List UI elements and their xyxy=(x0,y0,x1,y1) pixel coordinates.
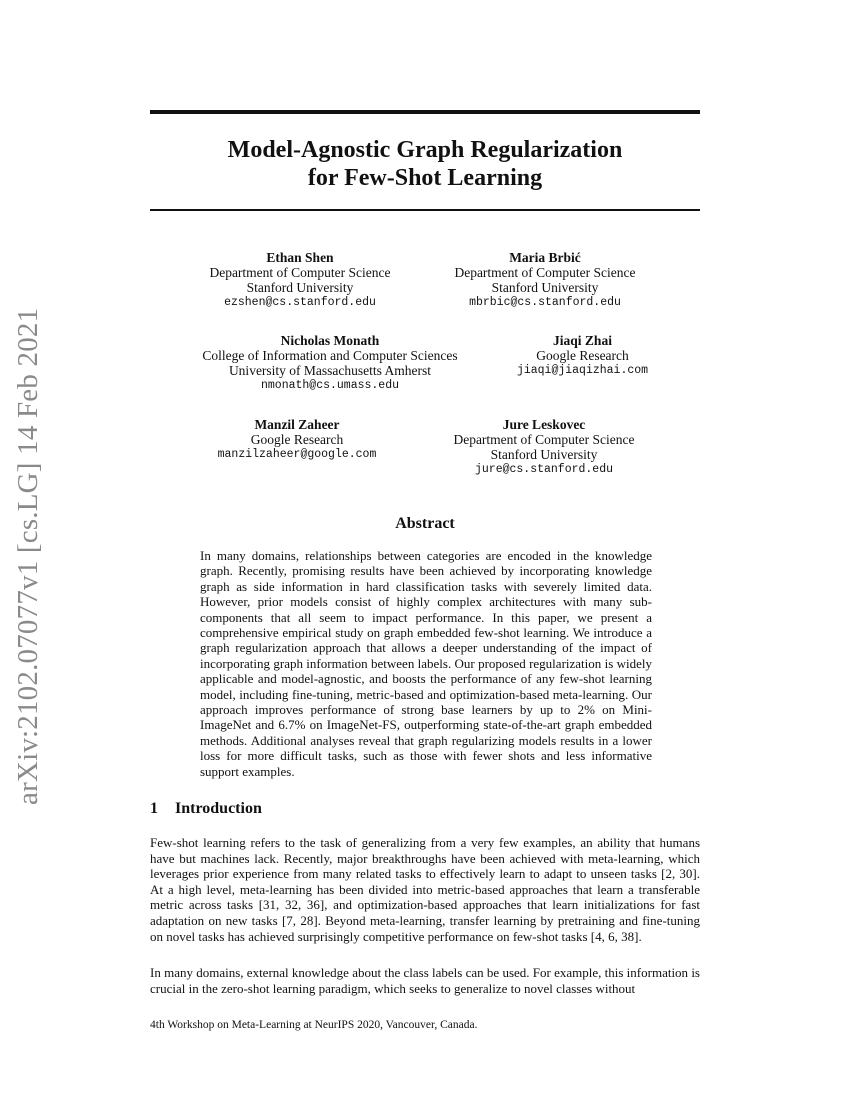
author-affiliation: Department of Computer Science xyxy=(453,432,635,447)
section-number: 1 xyxy=(150,800,158,817)
title-line-1: Model-Agnostic Graph Regularization xyxy=(227,137,623,163)
author-email: mbrbic@cs.stanford.edu xyxy=(469,296,621,309)
author-affiliation: Stanford University xyxy=(490,447,598,462)
title-line-2: for Few-Shot Learning xyxy=(307,165,543,191)
author-block xyxy=(175,250,425,311)
author-name: Nicholas Monath xyxy=(280,333,380,348)
author-affiliation: Stanford University xyxy=(246,280,354,295)
author-email: jure@cs.stanford.edu xyxy=(474,463,614,476)
abstract-text: In many domains, relationships between categories are encoded in the knowledge graph. Recently, promising results have been achieved by incorporating knowledge graph as side information in hard classification tasks with severely limited data. However, prior models consist of highly complex architectures with many sub-components that all seem to impact performance. In this paper, we present a comprehensive empirical study on graph embedded few-shot learning. We introduce a graph regularization approach that allows a deeper understanding of the impact of incorporating graph information between labels. Our proposed regularization is widely applicable and model-agnostic, and boosts the performance of any few-shot learning model, including fine-tuning, metric-based and optimization-based meta-learning. Our approach improves performance of strong base learners by up to 2% on Mini-ImageNet and 6.7% on ImageNet-FS, outperforming state-of-the-art graph embedded methods. Additional analyses reveal that graph regularizing models results in a lower loss for more difficult tasks, such as those with fewer shots and less informative support examples. xyxy=(200,548,652,779)
author-block xyxy=(425,250,665,311)
author-block xyxy=(430,417,658,478)
author-affiliation: Google Research xyxy=(536,348,629,363)
author-block xyxy=(490,333,675,379)
abstract-heading: Abstract xyxy=(395,515,455,532)
title-top-rule xyxy=(150,110,700,114)
author-email: nmonath@cs.umass.edu xyxy=(260,379,400,392)
section-title: Introduction xyxy=(175,800,262,817)
body-paragraph: Few-shot learning refers to the task of generalizing from a very few examples, an ability that humans have but machines lack. Recently, major breakthroughs have been achieved with meta-learning, which leverages prior experience from many related tasks to effectively learn to adapt to unseen tasks [2, 30]. At a high level, meta-learning has been divided into metric-based approaches that learn a transferable metric across tasks [31, 32, 36], and optimization-based approaches that learn initializations for fast adaptation on new tasks [7, 28]. Beyond meta-learning, transfer learning by pretraining and fine-tuning on novel tasks has achieved surprisingly competitive performance on few-shot tasks [4, 6, 38]. xyxy=(150,835,700,944)
author-email: manzilzaheer@google.com xyxy=(217,448,377,461)
author-block xyxy=(197,417,397,463)
author-name: Ethan Shen xyxy=(266,250,334,265)
venue-footnote: 4th Workshop on Meta-Learning at NeurIPS 2020, Vancouver, Canada. xyxy=(150,1019,478,1031)
author-name: Manzil Zaheer xyxy=(254,417,340,432)
author-name: Jiaqi Zhai xyxy=(553,333,612,348)
author-affiliation: University of Massachusetts Amherst xyxy=(228,363,432,378)
title-bottom-rule xyxy=(150,209,700,211)
paper-title xyxy=(150,136,700,192)
author-affiliation: Stanford University xyxy=(491,280,599,295)
author-affiliation: Google Research xyxy=(250,432,344,447)
author-name: Jure Leskovec xyxy=(502,417,586,432)
author-affiliation: Department of Computer Science xyxy=(454,265,636,280)
body-paragraph: In many domains, external knowledge about the class labels can be used. For example, this information is crucial in the zero-shot learning paradigm, which seeks to generalize to novel classes without xyxy=(150,965,700,996)
author-email: jiaqi@jiaqizhai.com xyxy=(516,364,649,377)
author-name: Maria Brbić xyxy=(509,250,581,265)
author-block xyxy=(180,333,480,394)
author-email: ezshen@cs.stanford.edu xyxy=(224,296,376,309)
arxiv-identifier-stamp: arXiv:2102.07077v1 [cs.LG] 14 Feb 2021 xyxy=(12,307,44,805)
section-heading xyxy=(150,800,262,818)
author-affiliation: Department of Computer Science xyxy=(209,265,391,280)
author-affiliation: College of Information and Computer Sciences xyxy=(202,348,458,363)
